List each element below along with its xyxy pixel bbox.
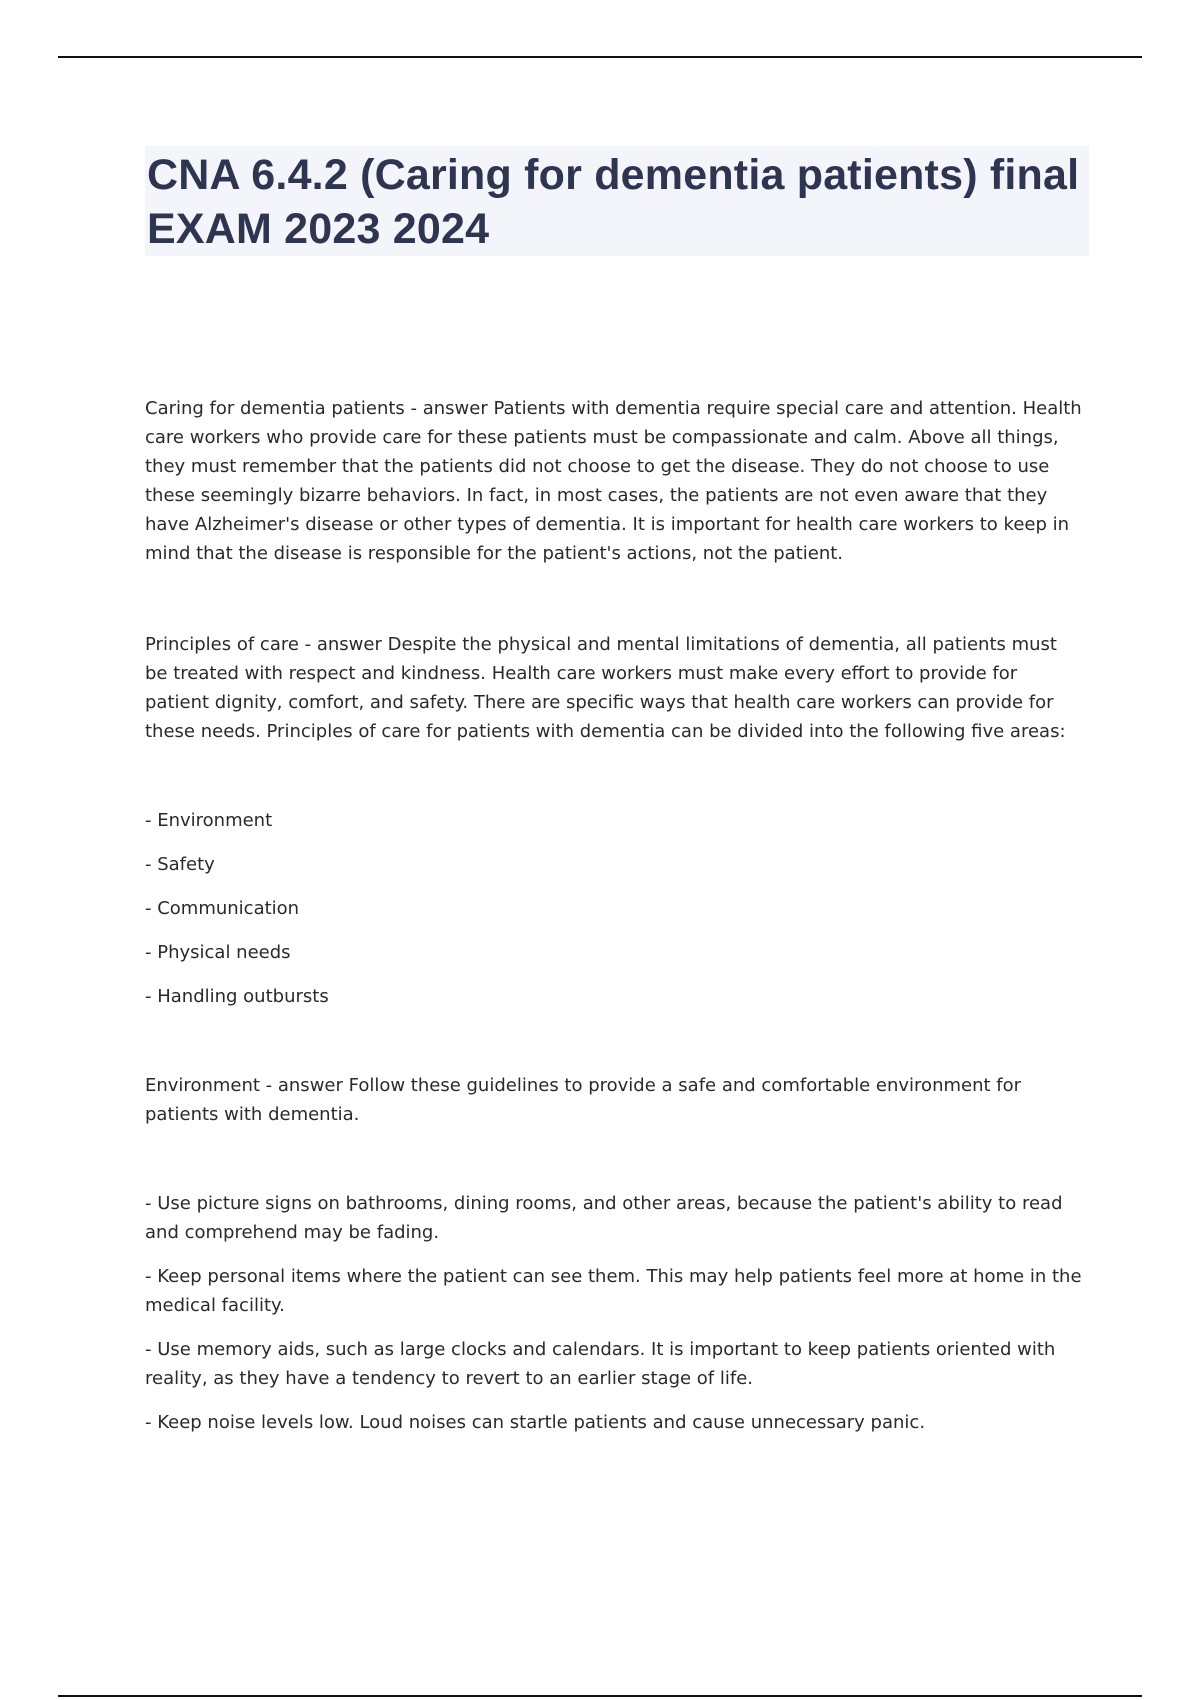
bottom-rule [58,1695,1142,1697]
list-item: - Use memory aids, such as large clocks and calendars. It is important to keep patients oriented with reality, as they have a tendency to revert to an earlier stage of life. [145,1339,1056,1389]
title-banner [145,146,1089,256]
list-item: - Keep personal items where the patient can see them. This may help patients feel more at home in the medical facility. [145,1266,1082,1316]
list-item: - Physical needs [145,942,291,963]
list-item: - Communication [145,898,300,919]
environment-guidelines-list [145,1189,1085,1437]
list-item: - Safety [145,854,215,875]
list-item: - Keep noise levels low. Loud noises can startle patients and cause unnecessary panic. [145,1412,926,1433]
document-title: CNA 6.4.2 (Caring for dementia patients) final EXAM 2023 2024 [147,151,1080,253]
list-item: - Use picture signs on bathrooms, dining rooms, and other areas, because the patient's ability to read and comprehend may be fading. [145,1193,1063,1243]
document-body [145,394,1085,1437]
top-rule [58,56,1142,58]
principles-list [145,806,1085,1011]
environment-paragraph: Environment - answer Follow these guidelines to provide a safe and comfortable environment for patients with dementia. [145,1075,1022,1125]
list-item: - Handling outbursts [145,986,329,1007]
list-item: - Environment [145,810,273,831]
caring-paragraph: Caring for dementia patients - answer Patients with dementia require special care and attention. Health care workers who provide care for these patients must be compassionate and calm. Above all things, they must remember that the patients did not choose to get the disease. They do not choose to use these seemingly bizarre behaviors. In fact, in most cases, the patients are not even aware that they have Alzheimer's disease or other types of dementia. It is important for health care workers to keep in mind that the disease is responsible for the patient's actions, not the patient. [145,398,1082,564]
principles-paragraph: Principles of care - answer Despite the physical and mental limitations of dementia, all patients must be treated with respect and kindness. Health care workers must make every effort to provide for patient dignity, comfort, and safety. There are specific ways that health care workers can provide for these needs. Principles of care for patients with dementia can be divided into the following five areas: [145,634,1066,742]
